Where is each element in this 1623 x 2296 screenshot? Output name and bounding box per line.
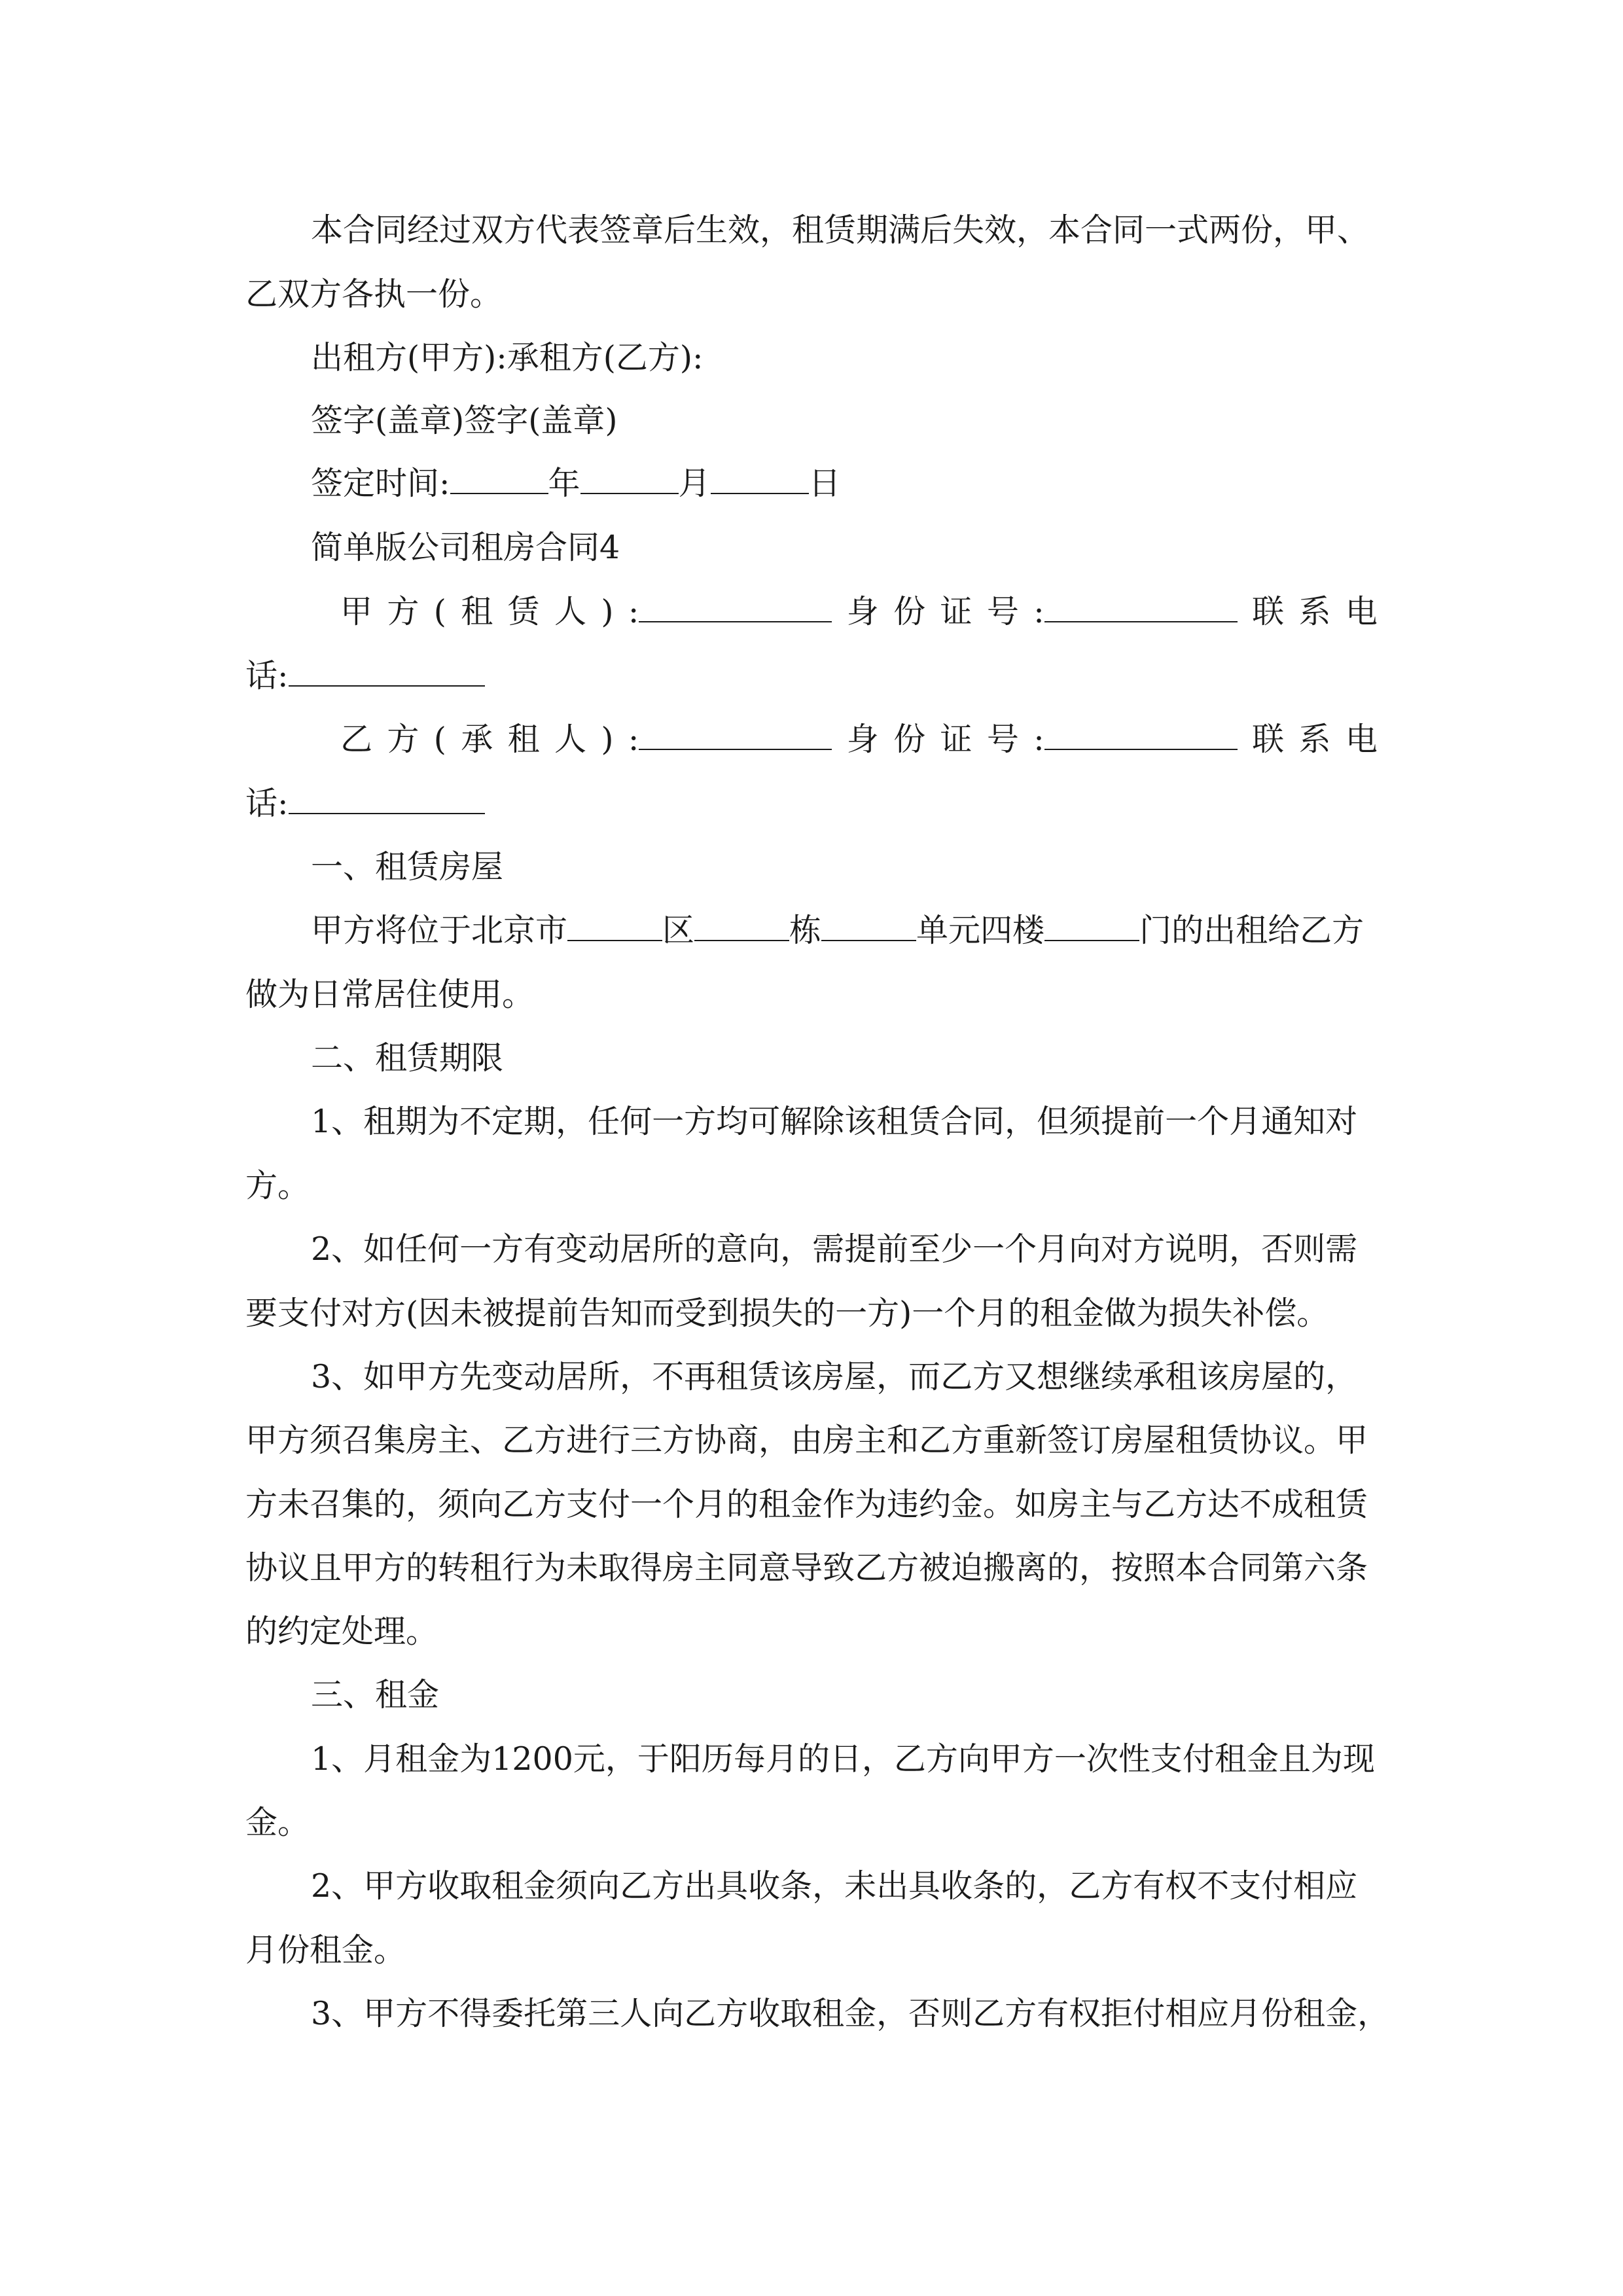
party-b-char: ) [601,721,614,758]
party-b-id-blank [1044,720,1238,750]
section-3-p1-line1: 1、月租金为1200元，于阳历每月的日，乙方向甲方一次性支付租金且为现 [311,1740,1375,1778]
id-label-colon: : [1033,593,1044,630]
party-a-name-blank [639,592,832,622]
building-label: 栋 [789,912,822,949]
id-label-char: 证 [940,721,972,758]
month-blank [580,464,679,494]
party-a-phone-line [245,656,485,696]
id-label-char: 号 [986,721,1019,758]
party-a-phone-blank [289,656,485,687]
party-b-char: 承 [461,721,493,758]
party-b-name-blank [639,720,832,750]
contract-title: 简单版公司租房合同4 [311,529,620,566]
section-2-p1-line1: 1、租期为不定期，任何一方均可解除该租赁合同，但须提前一个月通知对 [311,1103,1358,1140]
unit-label: 单元四楼 [916,912,1045,949]
signature-seal-line: 签字(盖章)签字(盖章) [311,402,618,439]
unit-blank [821,911,916,941]
phone-label-char: 系 [1298,593,1331,630]
year-blank [450,464,548,494]
year-label: 年 [548,465,580,502]
id-label-char: 身 [846,721,879,758]
party-a-id-field [1033,592,1238,632]
phone-label-char: 电 [1345,721,1378,758]
section-1-heading: 一、租赁房屋 [311,848,504,886]
party-a-line [340,592,1378,632]
section-2-heading: 二、租赁期限 [311,1039,504,1077]
party-b-line [340,720,1378,759]
party-a-char: 人 [554,593,586,630]
section-2-p3-line4: 协议且甲方的转租行为未取得房主同意导致乙方被迫搬离的，按照本合同第六条 [245,1549,1368,1587]
district-blank [567,911,662,941]
party-b-phone-blank [289,784,485,814]
phone-label-tail: 话: [245,785,289,822]
section-2-p2-line1: 2、如任何一方有变动居所的意向，需提前至少一个月向对方说明，否则需 [311,1230,1358,1268]
section-1-line2: 做为日常居住使用。 [245,976,535,1013]
section-2-p2-line2: 要支付对方(因未被提前告知而受到损失的一方)一个月的租金做为损失补偿。 [245,1295,1329,1332]
door-blank [1044,911,1139,941]
section-3-p2-line2: 月份租金。 [245,1931,406,1969]
address-prefix: 甲方将位于北京市 [311,912,568,949]
phone-label-char: 联 [1252,721,1285,758]
phone-label-char: 联 [1252,593,1285,630]
party-a-char: 方 [387,593,419,630]
party-b-name-field [628,720,832,759]
sign-date-label: 签定时间: [311,465,450,502]
para-effect-line1: 本合同经过双方代表签章后生效，租赁期满后失效，本合同一式两份，甲、 [311,211,1370,249]
party-b-colon: : [628,721,639,758]
section-1-address-line [311,911,1364,950]
party-b-id-field [1033,720,1238,759]
day-label: 日 [808,465,841,502]
party-b-char: 乙 [340,721,373,758]
phone-label-char: 电 [1345,593,1378,630]
month-label: 月 [678,465,711,502]
section-3-heading: 三、租金 [311,1676,440,1713]
section-3-p2-line1: 2、甲方收取租金须向乙方出具收条，未出具收条的，乙方有权不支付相应 [311,1867,1358,1905]
para-effect-line2: 乙双方各执一份。 [245,276,503,313]
party-a-char: 甲 [340,593,373,630]
id-label-colon: : [1033,721,1044,758]
day-blank [711,464,809,494]
signatory-line: 出租方(甲方):承租方(乙方): [311,339,704,376]
party-a-char: ) [601,593,614,630]
section-2-p3-line3: 方未召集的，须向乙方支付一个月的租金作为违约金。如房主与乙方达不成租赁 [245,1486,1368,1523]
id-label-char: 身 [846,593,879,630]
party-a-char: ( [433,593,446,630]
party-a-colon: : [628,593,639,630]
section-2-p3-line2: 甲方须召集房主、乙方进行三方协商，由房主和乙方重新签订房屋租赁协议。甲 [245,1422,1368,1459]
phone-label-char: 系 [1298,721,1331,758]
section-2-p3-line5: 的约定处理。 [245,1613,438,1650]
id-label-char: 号 [986,593,1019,630]
section-2-p1-line2: 方。 [245,1167,310,1204]
party-b-char: 方 [387,721,419,758]
sign-date-line [311,464,841,503]
district-label: 区 [662,912,695,949]
id-label-char: 份 [893,721,926,758]
phone-label-tail: 话: [245,657,289,694]
party-a-char: 赁 [507,593,540,630]
party-b-phone-line [245,784,485,823]
party-a-id-blank [1044,592,1238,622]
address-suffix: 门的出租给乙方 [1139,912,1364,949]
party-b-char: ( [433,721,446,758]
section-3-p3-line1: 3、甲方不得委托第三人向乙方收取租金，否则乙方有权拒付相应月份租金， [311,1995,1390,2032]
section-2-p3-line1: 3、如甲方先变动居所，不再租赁该房屋，而乙方又想继续承租该房屋的， [311,1358,1358,1395]
building-blank [694,911,789,941]
section-3-p1-line2: 金。 [245,1804,310,1841]
party-a-char: 租 [461,593,493,630]
id-label-char: 份 [893,593,926,630]
party-a-name-field [628,592,832,632]
party-b-char: 租 [507,721,540,758]
id-label-char: 证 [940,593,972,630]
party-b-char: 人 [554,721,586,758]
